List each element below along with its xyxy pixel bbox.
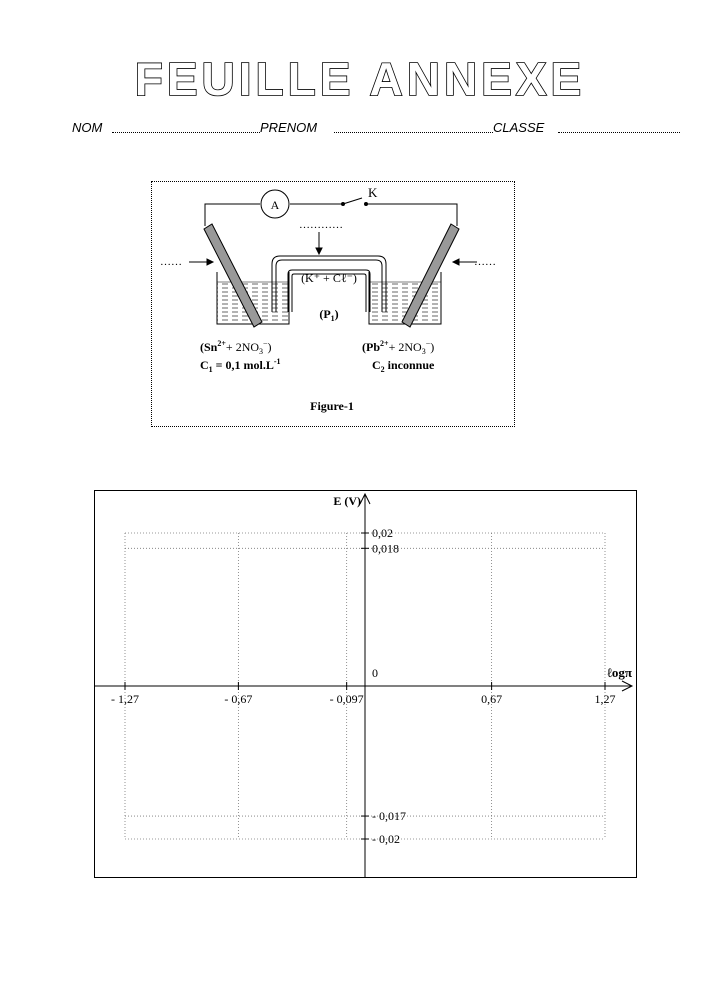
left-blank: …… xyxy=(160,256,182,268)
nom-field[interactable] xyxy=(112,132,260,133)
ammeter-label: A xyxy=(270,198,280,212)
left-concentration-label: $C_1 = 0,1$ $mol.L^{-1}$ xyxy=(200,357,281,374)
x-tick-label-2: - 0,097 xyxy=(329,692,364,706)
y-tick-label-0: 0,02 xyxy=(372,526,393,540)
origin-label: 0 xyxy=(372,666,378,680)
potential-vs-log-pi-graph xyxy=(95,491,636,877)
pile-label: $(P_1)$ xyxy=(319,307,339,323)
y-tick-label-3: - 0,02 xyxy=(372,832,400,846)
electrochemical-cell-diagram xyxy=(152,182,514,426)
student-identity-line xyxy=(72,120,682,140)
figure-1-box xyxy=(151,181,515,427)
switch-label: K xyxy=(368,185,378,200)
left-solution-label: $(Sn^{2+}+ 2NO_3^-)$ xyxy=(200,339,272,356)
x-tick-label-0: - 1,27 xyxy=(111,692,139,706)
answer-graph-box xyxy=(94,490,637,878)
right-blank: …… xyxy=(474,256,496,268)
nom-label: NOM xyxy=(72,120,103,135)
classe-field[interactable] xyxy=(558,132,680,133)
y-tick-label-1: 0,018 xyxy=(372,541,399,556)
x-tick-label-1: - 0,67 xyxy=(224,692,253,706)
page-title xyxy=(0,52,720,106)
bridge-solution-label: (K⁺ + Cℓ⁻) xyxy=(301,271,357,285)
ammeter xyxy=(261,190,289,218)
classe-label: CLASSE xyxy=(493,120,545,135)
switch-contacts xyxy=(341,202,368,206)
bridge-blank: ………… xyxy=(299,219,343,231)
y-axis-label: E (V) xyxy=(333,494,361,508)
x-tick-label-4: 1,27 xyxy=(594,692,616,706)
x-axis-label: ℓogπ xyxy=(607,665,632,680)
graph-axes xyxy=(95,494,632,877)
y-tick-label-2: - 0,017 xyxy=(372,809,406,824)
x-tick-label-3: 0,67 xyxy=(481,692,503,706)
page-title-text: FEUILLE ANNEXE xyxy=(134,53,586,105)
right-solution-label: $(Pb^{2+}+ 2NO_3^-)$ xyxy=(362,339,435,356)
figure-caption: Figure-1 xyxy=(310,399,354,413)
prenom-label: PRENOM xyxy=(260,120,318,135)
prenom-field[interactable] xyxy=(334,132,493,133)
right-concentration-label: $C_2$ inconnue xyxy=(372,358,435,374)
